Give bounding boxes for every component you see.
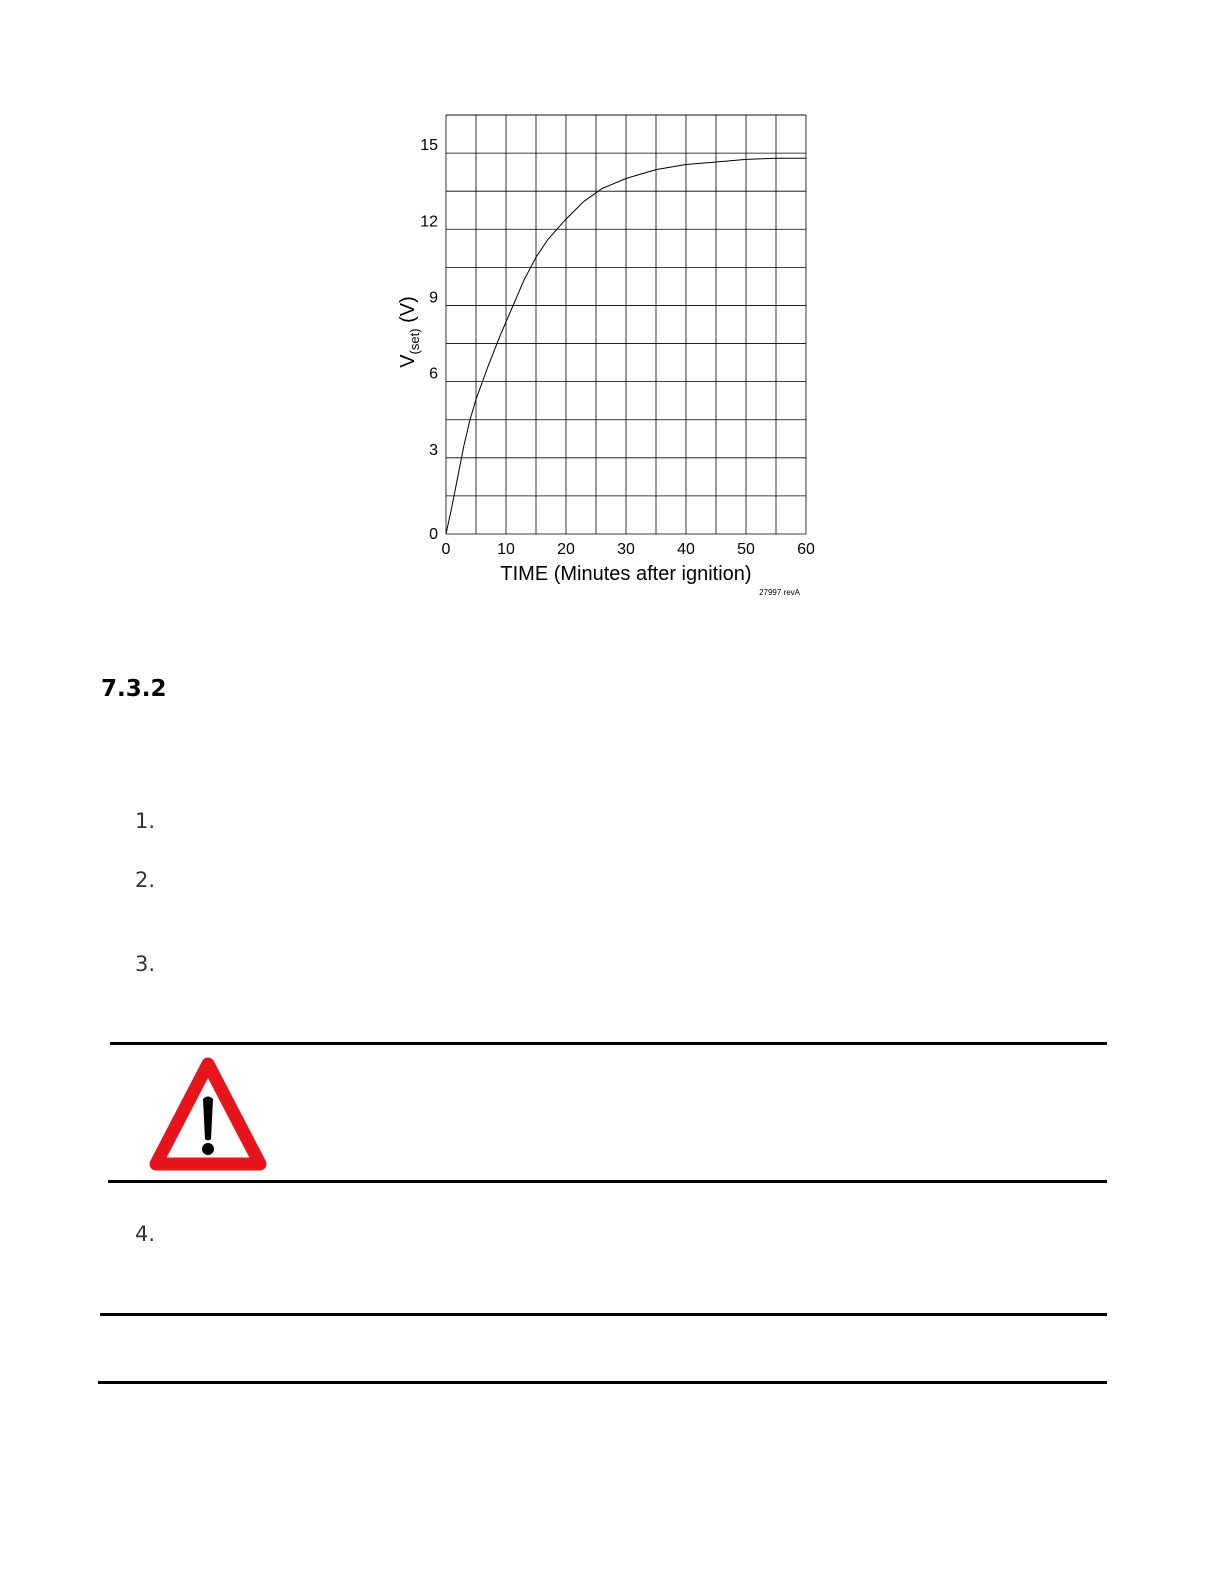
x-axis-tick-labels [442,541,815,558]
x-tick-label: 20 [557,541,575,558]
figure-code: 27997 revA [759,588,800,597]
x-tick-label: 10 [497,541,515,558]
y-tick-label: 0 [429,526,438,543]
y-axis-tick-labels [420,137,438,543]
warning-triangle-icon [146,1054,270,1174]
x-axis-label: TIME (Minutes after ignition) [500,563,752,585]
y-tick-label: 6 [429,365,438,383]
warning-bottom-rule [108,1180,1107,1183]
y-tick-label: 12 [420,213,438,231]
chart-grid [446,115,806,534]
y-tick-label: 15 [420,137,438,155]
x-tick-label: 0 [441,541,451,558]
x-tick-label: 50 [737,541,755,558]
voltage-vs-time-chart [380,100,840,610]
y-axis-label [397,296,422,368]
y-tick-label: 3 [429,441,438,459]
section-number: 7.3.2 [101,676,167,702]
x-tick-label: 30 [617,541,635,558]
y-axis-label-main: V [397,354,419,368]
step-number-3: 3. [135,952,156,976]
y-axis-label-unit: (V) [397,296,419,329]
step-number-1: 1. [135,809,156,833]
y-tick-label: 9 [429,289,438,307]
x-tick-label: 60 [797,541,815,558]
x-tick-label: 40 [677,541,695,558]
note-top-rule [100,1313,1107,1316]
warning-top-rule [110,1042,1107,1045]
step-number-2: 2. [135,868,156,892]
y-axis-label-subscript: (set) [407,328,422,355]
step-number-4: 4. [135,1222,156,1246]
note-bottom-rule [98,1381,1107,1384]
